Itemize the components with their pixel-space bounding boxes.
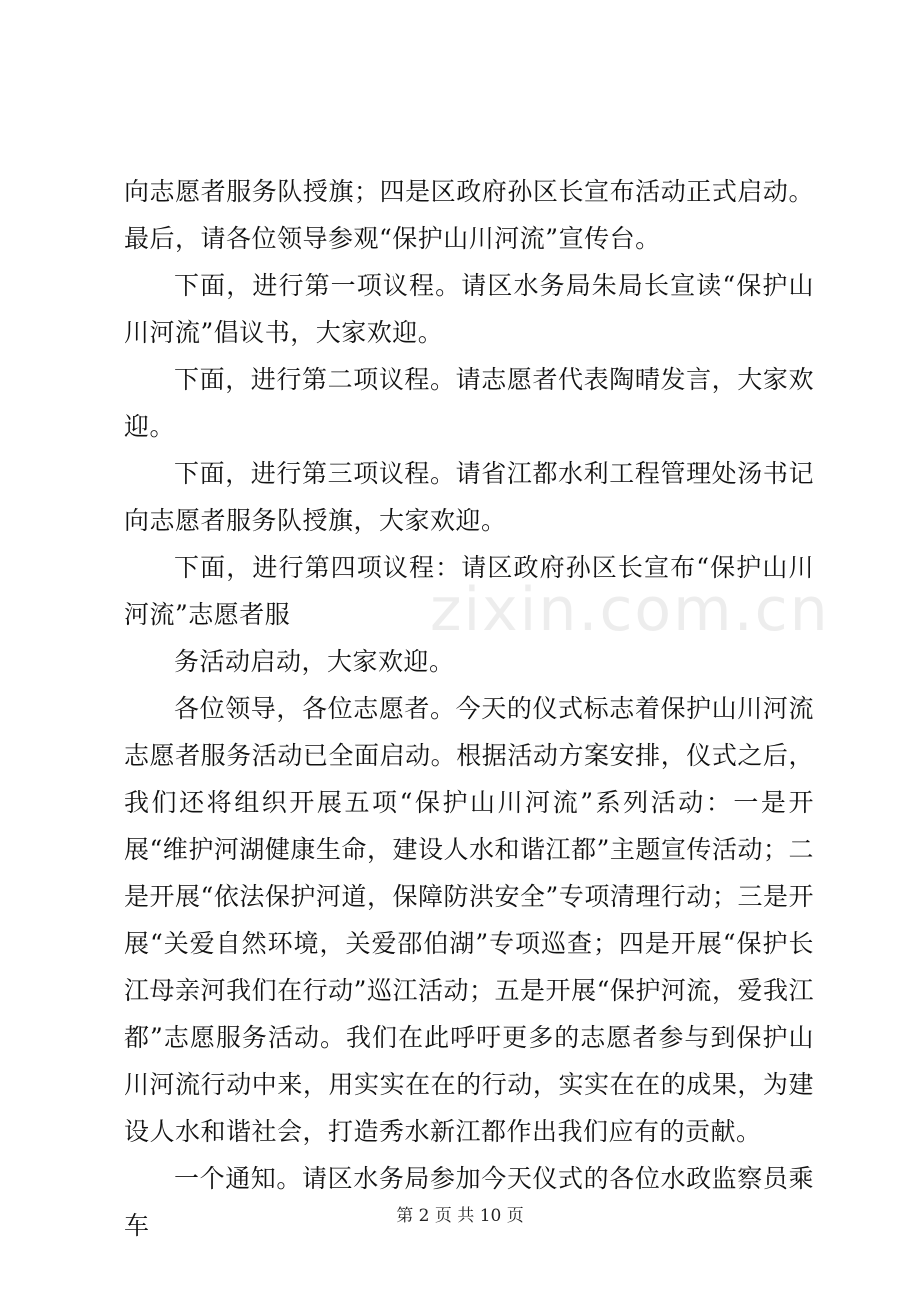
paragraph-6: 务活动启动，大家欢迎。 <box>174 647 455 676</box>
paragraph-7: 各位领导，各位志愿者。今天的仪式标志着保护山川河流志愿者服务活动已全面启动。根据活动方案安排，仪式之后，我们还将组织开展五项“保护山川河流”系列活动：一是开展“维护河湖健康生命，建设人水和谐江都”主题宣传活动；二是开展“依法保护河道，保障防洪安全”专项清理行动；三是开展“关爱自然环境，关爱邵伯湖”专项巡查；四是开展“保护长江母亲河我们在行动”巡江活动；五是开展“保护河流，爱我江都”志愿服务活动。我们在此呼吁更多的志愿者参与到保护山川河流行动中来，用实实在在的行动，实实在在的成果，为建设人水和谐社会，打造秀水新江都作出我们应有的贡献。 <box>124 694 814 1146</box>
paragraph-3: 下面，进行第二项议程。请志愿者代表陶晴发言，大家欢迎。 <box>124 365 814 441</box>
paragraph-5: 下面，进行第四项议程：请区政府孙区长宣布“保护山川河流”志愿者服 <box>124 553 814 629</box>
paragraph-2: 下面，进行第一项议程。请区水务局朱局长宣读“保护山川河流”倡议书，大家欢迎。 <box>124 271 814 347</box>
paragraph-8: 一个通知。请区水务局参加今天仪式的各位水政监察员乘车 <box>124 1164 814 1240</box>
paragraph-4: 下面，进行第三项议程。请省江都水利工程管理处汤书记向志愿者服务队授旗，大家欢迎。 <box>124 459 814 535</box>
page-number-footer: 第 2 页 共 10 页 <box>396 1206 524 1226</box>
watermark-text: zixin.com.cn <box>430 575 830 645</box>
document-body <box>124 168 814 1249</box>
paragraph-1: 向志愿者服务队授旗；四是区政府孙区长宣布活动正式启动。最后，请各位领导参观“保护山川河流”宣传台。 <box>124 177 814 253</box>
